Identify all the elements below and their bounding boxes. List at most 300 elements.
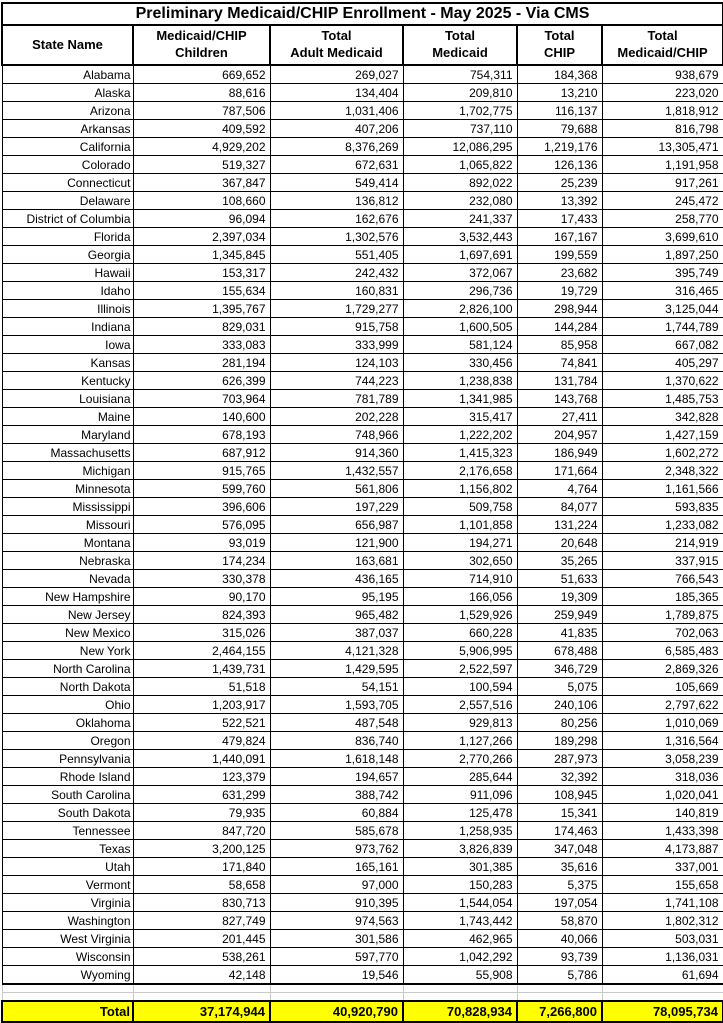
value-cell-total-chip: 85,958 — [517, 336, 602, 354]
value-cell-children: 576,095 — [133, 516, 270, 534]
column-header-line1: Total — [321, 28, 352, 44]
value-cell-total-chip: 17,433 — [517, 210, 602, 228]
value-cell-adult-medicaid: 95,195 — [270, 588, 403, 606]
value-cell-total-medicaid: 737,110 — [403, 120, 517, 138]
value-cell-total-chip: 41,835 — [517, 624, 602, 642]
value-cell-total-chip: 80,256 — [517, 714, 602, 732]
value-cell-children: 409,592 — [133, 120, 270, 138]
value-cell-children: 88,616 — [133, 84, 270, 102]
state-rows — [2, 65, 723, 984]
value-cell-total-medicaid: 1,743,442 — [403, 912, 517, 930]
state-name-cell: Missouri — [2, 516, 133, 534]
table-row — [2, 624, 723, 642]
value-cell-total-chip: 23,682 — [517, 264, 602, 282]
value-cell-adult-medicaid: 97,000 — [270, 876, 403, 894]
value-cell-children: 829,031 — [133, 318, 270, 336]
value-cell-adult-medicaid: 136,812 — [270, 192, 403, 210]
value-cell-total-chip: 126,136 — [517, 156, 602, 174]
value-cell-children: 915,765 — [133, 462, 270, 480]
value-cell-adult-medicaid: 549,414 — [270, 174, 403, 192]
value-cell-total-chip: 346,729 — [517, 660, 602, 678]
column-header-line1: State Name — [32, 36, 103, 52]
state-name-cell: Indiana — [2, 318, 133, 336]
value-cell-adult-medicaid: 1,618,148 — [270, 750, 403, 768]
state-name-cell: Minnesota — [2, 480, 133, 498]
value-cell-total-chip: 174,463 — [517, 822, 602, 840]
value-cell-total-chip: 5,786 — [517, 966, 602, 985]
value-cell-total-chip: 4,764 — [517, 480, 602, 498]
value-cell-total-chip: 15,341 — [517, 804, 602, 822]
value-cell-total-medicaid-chip: 316,465 — [602, 282, 723, 300]
value-cell-total-chip: 32,392 — [517, 768, 602, 786]
spacer-rows — [2, 984, 723, 1001]
value-cell-total-medicaid-chip: 2,797,622 — [602, 696, 723, 714]
value-cell-total-chip: 74,841 — [517, 354, 602, 372]
table-row — [2, 714, 723, 732]
value-cell-total-chip: 143,768 — [517, 390, 602, 408]
table-row — [2, 858, 723, 876]
table-row — [2, 948, 723, 966]
value-cell-children: 123,379 — [133, 768, 270, 786]
state-name-cell: South Carolina — [2, 786, 133, 804]
table-row — [2, 606, 723, 624]
spacer-cell — [2, 993, 133, 1002]
value-cell-adult-medicaid: 134,404 — [270, 84, 403, 102]
value-cell-adult-medicaid: 748,966 — [270, 426, 403, 444]
state-name-cell: Illinois — [2, 300, 133, 318]
state-name-cell: Nevada — [2, 570, 133, 588]
table-row — [2, 84, 723, 102]
value-cell-total-medicaid: 2,176,658 — [403, 462, 517, 480]
table-row — [2, 408, 723, 426]
value-cell-total-chip: 171,664 — [517, 462, 602, 480]
state-name-cell: Michigan — [2, 462, 133, 480]
value-cell-total-chip: 5,375 — [517, 876, 602, 894]
value-cell-children: 281,194 — [133, 354, 270, 372]
value-cell-children: 1,440,091 — [133, 750, 270, 768]
value-cell-total-medicaid-chip: 185,365 — [602, 588, 723, 606]
table-row — [2, 786, 723, 804]
value-cell-total-medicaid: 911,096 — [403, 786, 517, 804]
value-cell-total-medicaid-chip: 938,679 — [602, 65, 723, 84]
total-label-cell: Total — [2, 1001, 133, 1022]
value-cell-total-chip: 184,368 — [517, 65, 602, 84]
spacer-cell — [133, 984, 270, 993]
state-name-cell: Louisiana — [2, 390, 133, 408]
value-cell-adult-medicaid: 8,376,269 — [270, 138, 403, 156]
total-value-cell-adult-medicaid: 40,920,790 — [270, 1001, 403, 1022]
column-header-line1: Medicaid/CHIP — [156, 28, 247, 44]
value-cell-adult-medicaid: 124,103 — [270, 354, 403, 372]
value-cell-adult-medicaid: 194,657 — [270, 768, 403, 786]
value-cell-adult-medicaid: 910,395 — [270, 894, 403, 912]
value-cell-total-medicaid: 714,910 — [403, 570, 517, 588]
column-header-row — [2, 25, 723, 65]
value-cell-adult-medicaid: 973,762 — [270, 840, 403, 858]
state-name-cell: Colorado — [2, 156, 133, 174]
value-cell-total-medicaid: 2,557,516 — [403, 696, 517, 714]
value-cell-children: 396,606 — [133, 498, 270, 516]
table-row — [2, 498, 723, 516]
value-cell-adult-medicaid: 1,593,705 — [270, 696, 403, 714]
value-cell-total-chip: 25,239 — [517, 174, 602, 192]
value-cell-children: 687,912 — [133, 444, 270, 462]
value-cell-total-medicaid-chip: 13,305,471 — [602, 138, 723, 156]
value-cell-children: 79,935 — [133, 804, 270, 822]
state-name-cell: Maine — [2, 408, 133, 426]
table-row — [2, 642, 723, 660]
state-name-cell: Ohio — [2, 696, 133, 714]
value-cell-total-medicaid-chip: 2,348,322 — [602, 462, 723, 480]
value-cell-total-chip: 58,870 — [517, 912, 602, 930]
table-row — [2, 462, 723, 480]
value-cell-total-medicaid-chip: 1,161,566 — [602, 480, 723, 498]
column-header-children — [133, 25, 270, 65]
value-cell-adult-medicaid: 672,631 — [270, 156, 403, 174]
value-cell-children: 626,399 — [133, 372, 270, 390]
value-cell-total-chip: 19,309 — [517, 588, 602, 606]
value-cell-adult-medicaid: 597,770 — [270, 948, 403, 966]
value-cell-total-medicaid: 194,271 — [403, 534, 517, 552]
value-cell-adult-medicaid: 197,229 — [270, 498, 403, 516]
value-cell-children: 631,299 — [133, 786, 270, 804]
value-cell-total-chip: 347,048 — [517, 840, 602, 858]
table-row — [2, 300, 723, 318]
value-cell-total-medicaid-chip: 1,433,398 — [602, 822, 723, 840]
value-cell-total-medicaid: 5,906,995 — [403, 642, 517, 660]
column-header-line1: Total — [444, 28, 476, 44]
value-cell-adult-medicaid: 121,900 — [270, 534, 403, 552]
value-cell-total-chip: 19,729 — [517, 282, 602, 300]
state-name-cell: Iowa — [2, 336, 133, 354]
value-cell-total-medicaid: 1,222,202 — [403, 426, 517, 444]
state-name-cell: Florida — [2, 228, 133, 246]
value-cell-adult-medicaid: 242,432 — [270, 264, 403, 282]
value-cell-children: 201,445 — [133, 930, 270, 948]
value-cell-total-medicaid-chip: 1,602,272 — [602, 444, 723, 462]
value-cell-total-medicaid-chip: 140,819 — [602, 804, 723, 822]
value-cell-children: 42,148 — [133, 966, 270, 985]
state-name-cell: District of Columbia — [2, 210, 133, 228]
value-cell-total-medicaid: 929,813 — [403, 714, 517, 732]
state-name-cell: Oregon — [2, 732, 133, 750]
spacer-cell — [602, 993, 723, 1002]
spacer-cell — [602, 984, 723, 993]
value-cell-total-medicaid: 2,522,597 — [403, 660, 517, 678]
column-header-line2: CHIP — [543, 45, 576, 60]
value-cell-adult-medicaid: 162,676 — [270, 210, 403, 228]
value-cell-total-medicaid: 1,529,926 — [403, 606, 517, 624]
value-cell-adult-medicaid: 585,678 — [270, 822, 403, 840]
value-cell-children: 669,652 — [133, 65, 270, 84]
value-cell-adult-medicaid: 1,729,277 — [270, 300, 403, 318]
value-cell-total-medicaid-chip: 1,789,875 — [602, 606, 723, 624]
value-cell-total-medicaid: 1,544,054 — [403, 894, 517, 912]
table-row — [2, 138, 723, 156]
value-cell-total-medicaid: 372,067 — [403, 264, 517, 282]
value-cell-adult-medicaid: 407,206 — [270, 120, 403, 138]
value-cell-total-medicaid-chip: 3,125,044 — [602, 300, 723, 318]
state-name-cell: Alabama — [2, 65, 133, 84]
column-header-state — [2, 25, 133, 65]
value-cell-total-medicaid: 1,258,935 — [403, 822, 517, 840]
value-cell-total-medicaid-chip: 258,770 — [602, 210, 723, 228]
value-cell-total-medicaid-chip: 1,233,082 — [602, 516, 723, 534]
value-cell-total-chip: 1,219,176 — [517, 138, 602, 156]
value-cell-total-chip: 35,265 — [517, 552, 602, 570]
state-name-cell: Wisconsin — [2, 948, 133, 966]
value-cell-total-medicaid: 1,238,838 — [403, 372, 517, 390]
table-row — [2, 192, 723, 210]
value-cell-adult-medicaid: 551,405 — [270, 246, 403, 264]
value-cell-total-chip: 13,392 — [517, 192, 602, 210]
value-cell-adult-medicaid: 836,740 — [270, 732, 403, 750]
state-name-cell: Maryland — [2, 426, 133, 444]
enrollment-table — [1, 2, 723, 1023]
value-cell-adult-medicaid: 19,546 — [270, 966, 403, 985]
value-cell-children: 824,393 — [133, 606, 270, 624]
value-cell-children: 93,019 — [133, 534, 270, 552]
state-name-cell: Massachusetts — [2, 444, 133, 462]
value-cell-adult-medicaid: 1,031,406 — [270, 102, 403, 120]
column-header-total-chip — [517, 25, 602, 65]
table-row — [2, 660, 723, 678]
column-header-line2: Children — [175, 45, 228, 60]
value-cell-total-medicaid-chip: 1,010,069 — [602, 714, 723, 732]
value-cell-adult-medicaid: 165,161 — [270, 858, 403, 876]
state-name-cell: Kentucky — [2, 372, 133, 390]
value-cell-total-chip: 186,949 — [517, 444, 602, 462]
value-cell-adult-medicaid: 333,999 — [270, 336, 403, 354]
page-title: Preliminary Medicaid/CHIP Enrollment - May 2025 - Via CMS — [2, 3, 723, 25]
value-cell-total-medicaid: 12,086,295 — [403, 138, 517, 156]
value-cell-children: 58,658 — [133, 876, 270, 894]
value-cell-adult-medicaid: 744,223 — [270, 372, 403, 390]
value-cell-adult-medicaid: 436,165 — [270, 570, 403, 588]
value-cell-total-medicaid: 150,283 — [403, 876, 517, 894]
value-cell-total-chip: 40,066 — [517, 930, 602, 948]
state-name-cell: Washington — [2, 912, 133, 930]
value-cell-adult-medicaid: 388,742 — [270, 786, 403, 804]
value-cell-total-medicaid-chip: 6,585,483 — [602, 642, 723, 660]
value-cell-total-medicaid-chip: 214,919 — [602, 534, 723, 552]
state-name-cell: North Dakota — [2, 678, 133, 696]
table-row — [2, 696, 723, 714]
value-cell-children: 847,720 — [133, 822, 270, 840]
value-cell-total-chip: 197,054 — [517, 894, 602, 912]
value-cell-total-chip: 51,633 — [517, 570, 602, 588]
value-cell-total-medicaid-chip: 61,694 — [602, 966, 723, 985]
value-cell-total-chip: 131,784 — [517, 372, 602, 390]
state-name-cell: Arizona — [2, 102, 133, 120]
table-row — [2, 822, 723, 840]
value-cell-children: 1,395,767 — [133, 300, 270, 318]
table-row — [2, 174, 723, 192]
state-name-cell: Oklahoma — [2, 714, 133, 732]
title-row — [2, 3, 723, 25]
value-cell-children: 315,026 — [133, 624, 270, 642]
value-cell-children: 2,397,034 — [133, 228, 270, 246]
value-cell-adult-medicaid: 160,831 — [270, 282, 403, 300]
value-cell-total-medicaid-chip: 395,749 — [602, 264, 723, 282]
value-cell-children: 479,824 — [133, 732, 270, 750]
value-cell-total-medicaid-chip: 1,316,564 — [602, 732, 723, 750]
state-name-cell: Kansas — [2, 354, 133, 372]
value-cell-total-medicaid-chip: 593,835 — [602, 498, 723, 516]
value-cell-children: 155,634 — [133, 282, 270, 300]
value-cell-total-medicaid: 660,228 — [403, 624, 517, 642]
table-row — [2, 210, 723, 228]
value-cell-total-medicaid-chip: 337,915 — [602, 552, 723, 570]
state-name-cell: Utah — [2, 858, 133, 876]
value-cell-children: 538,261 — [133, 948, 270, 966]
table-row — [2, 804, 723, 822]
value-cell-total-medicaid: 509,758 — [403, 498, 517, 516]
state-name-cell: Hawaii — [2, 264, 133, 282]
value-cell-adult-medicaid: 301,586 — [270, 930, 403, 948]
value-cell-adult-medicaid: 974,563 — [270, 912, 403, 930]
state-name-cell: Connecticut — [2, 174, 133, 192]
value-cell-children: 703,964 — [133, 390, 270, 408]
value-cell-children: 3,200,125 — [133, 840, 270, 858]
value-cell-total-chip: 189,298 — [517, 732, 602, 750]
value-cell-children: 678,193 — [133, 426, 270, 444]
value-cell-total-medicaid: 241,337 — [403, 210, 517, 228]
value-cell-total-chip: 131,224 — [517, 516, 602, 534]
value-cell-total-chip: 167,167 — [517, 228, 602, 246]
value-cell-total-medicaid-chip: 503,031 — [602, 930, 723, 948]
table-row — [2, 336, 723, 354]
value-cell-total-medicaid: 3,532,443 — [403, 228, 517, 246]
value-cell-total-medicaid-chip: 337,001 — [602, 858, 723, 876]
value-cell-total-chip: 204,957 — [517, 426, 602, 444]
state-name-cell: Wyoming — [2, 966, 133, 985]
column-header-line2: Medicaid — [432, 45, 488, 60]
value-cell-adult-medicaid: 1,429,595 — [270, 660, 403, 678]
value-cell-total-medicaid-chip: 4,173,887 — [602, 840, 723, 858]
value-cell-total-medicaid-chip: 1,136,031 — [602, 948, 723, 966]
state-name-cell: Rhode Island — [2, 768, 133, 786]
value-cell-adult-medicaid: 163,681 — [270, 552, 403, 570]
value-cell-total-medicaid-chip: 766,543 — [602, 570, 723, 588]
value-cell-total-medicaid: 1,702,775 — [403, 102, 517, 120]
value-cell-total-medicaid: 1,127,266 — [403, 732, 517, 750]
value-cell-children: 330,378 — [133, 570, 270, 588]
value-cell-adult-medicaid: 54,151 — [270, 678, 403, 696]
column-header-adult-medicaid — [270, 25, 403, 65]
state-name-cell: Arkansas — [2, 120, 133, 138]
value-cell-total-medicaid-chip: 3,058,239 — [602, 750, 723, 768]
table-row — [2, 102, 723, 120]
value-cell-total-medicaid-chip: 1,744,789 — [602, 318, 723, 336]
value-cell-total-medicaid-chip: 1,741,108 — [602, 894, 723, 912]
table-row — [2, 966, 723, 985]
state-name-cell: New Hampshire — [2, 588, 133, 606]
value-cell-total-medicaid: 55,908 — [403, 966, 517, 985]
column-header-line1: Total — [647, 28, 678, 44]
table-row — [2, 390, 723, 408]
value-cell-total-chip: 79,688 — [517, 120, 602, 138]
value-cell-children: 4,929,202 — [133, 138, 270, 156]
table-row — [2, 282, 723, 300]
table-row — [2, 678, 723, 696]
value-cell-total-medicaid-chip: 318,036 — [602, 768, 723, 786]
value-cell-total-chip: 108,945 — [517, 786, 602, 804]
value-cell-total-medicaid: 1,415,323 — [403, 444, 517, 462]
table-row — [2, 930, 723, 948]
table-row — [2, 588, 723, 606]
value-cell-children: 333,083 — [133, 336, 270, 354]
value-cell-total-medicaid-chip: 342,828 — [602, 408, 723, 426]
spacer-row — [2, 993, 723, 1002]
state-name-cell: Mississippi — [2, 498, 133, 516]
table-row — [2, 65, 723, 84]
value-cell-children: 1,439,731 — [133, 660, 270, 678]
value-cell-total-chip: 678,488 — [517, 642, 602, 660]
state-name-cell: New York — [2, 642, 133, 660]
value-cell-total-medicaid-chip: 1,370,622 — [602, 372, 723, 390]
spacer-cell — [403, 993, 517, 1002]
table-row — [2, 840, 723, 858]
state-name-cell: Georgia — [2, 246, 133, 264]
value-cell-total-medicaid: 302,650 — [403, 552, 517, 570]
value-cell-children: 140,600 — [133, 408, 270, 426]
value-cell-total-medicaid: 462,965 — [403, 930, 517, 948]
state-name-cell: Texas — [2, 840, 133, 858]
value-cell-total-medicaid: 2,770,266 — [403, 750, 517, 768]
value-cell-adult-medicaid: 561,806 — [270, 480, 403, 498]
value-cell-total-chip: 116,137 — [517, 102, 602, 120]
value-cell-total-medicaid-chip: 1,897,250 — [602, 246, 723, 264]
spacer-cell — [133, 993, 270, 1002]
value-cell-total-medicaid: 330,456 — [403, 354, 517, 372]
state-name-cell: Idaho — [2, 282, 133, 300]
value-cell-total-medicaid-chip: 1,485,753 — [602, 390, 723, 408]
table-row — [2, 768, 723, 786]
value-cell-children: 787,506 — [133, 102, 270, 120]
value-cell-total-medicaid: 2,826,100 — [403, 300, 517, 318]
value-cell-children: 827,749 — [133, 912, 270, 930]
value-cell-total-chip: 35,616 — [517, 858, 602, 876]
value-cell-total-medicaid: 1,600,505 — [403, 318, 517, 336]
column-header-line2: Medicaid/CHIP — [617, 45, 708, 60]
value-cell-total-chip: 287,973 — [517, 750, 602, 768]
state-name-cell: California — [2, 138, 133, 156]
value-cell-total-chip: 144,284 — [517, 318, 602, 336]
value-cell-total-medicaid: 1,042,292 — [403, 948, 517, 966]
value-cell-total-medicaid: 1,101,858 — [403, 516, 517, 534]
state-name-cell: Vermont — [2, 876, 133, 894]
table-row — [2, 876, 723, 894]
value-cell-total-chip: 259,949 — [517, 606, 602, 624]
table-row — [2, 228, 723, 246]
value-cell-total-medicaid: 301,385 — [403, 858, 517, 876]
value-cell-total-medicaid: 754,311 — [403, 65, 517, 84]
spacer-cell — [270, 984, 403, 993]
value-cell-children: 90,170 — [133, 588, 270, 606]
value-cell-total-medicaid: 315,417 — [403, 408, 517, 426]
value-cell-adult-medicaid: 387,037 — [270, 624, 403, 642]
state-name-cell: South Dakota — [2, 804, 133, 822]
total-value-cell-total-chip: 7,266,800 — [517, 1001, 602, 1022]
value-cell-adult-medicaid: 965,482 — [270, 606, 403, 624]
value-cell-total-chip: 93,739 — [517, 948, 602, 966]
value-cell-adult-medicaid: 656,987 — [270, 516, 403, 534]
value-cell-adult-medicaid: 915,758 — [270, 318, 403, 336]
table-row — [2, 750, 723, 768]
value-cell-total-medicaid-chip: 917,261 — [602, 174, 723, 192]
spacer-cell — [403, 984, 517, 993]
